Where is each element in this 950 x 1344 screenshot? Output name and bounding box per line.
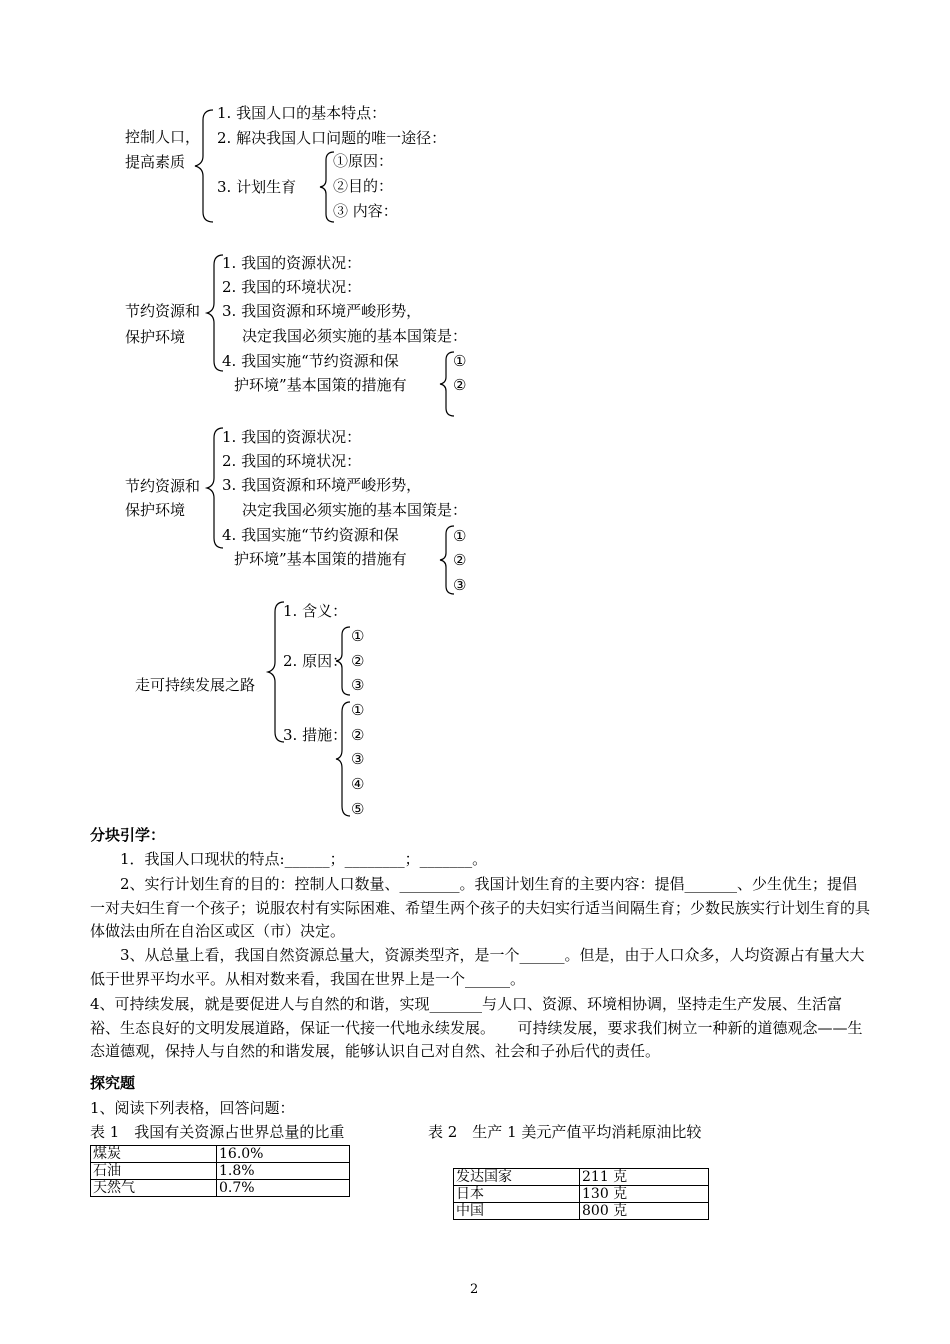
table-cell: 130 克 xyxy=(580,1186,709,1203)
outline2-item-4: 4. 我国实施“节约资源和保 xyxy=(222,352,399,370)
outline4-reason-2: ② xyxy=(351,652,365,670)
outline4-measure-2: ② xyxy=(351,726,365,744)
table-cell: 800 克 xyxy=(580,1203,709,1220)
outline2-root-line1: 节约资源和 xyxy=(125,302,201,320)
outline2-item-4b: 护环境”基本国策的措施有 xyxy=(234,376,407,394)
outline1-item-3: 3. 计划生育 xyxy=(217,178,297,196)
outline2-item-3b: 决定我国必须实施的基本国策是： xyxy=(242,327,468,345)
outline4-measure-4: ④ xyxy=(351,775,365,793)
outline2-item-1: 1. 我国的资源状况： xyxy=(222,254,362,272)
outline3-item-4b: 护环境”基本国策的措施有 xyxy=(234,550,407,568)
outline3-item-4: 4. 我国实施“节约资源和保 xyxy=(222,526,399,544)
outline3-sub-3: ③ xyxy=(453,576,467,594)
outline4-item-1: 1. 含义： xyxy=(283,602,348,620)
table2-caption: 表 2 生产 1 美元产值平均消耗原油比较 xyxy=(428,1123,702,1141)
section-guide-heading: 分块引学： xyxy=(90,826,166,844)
outline3-item-2: 2. 我国的环境状况： xyxy=(222,452,362,470)
table-cell: 中国 xyxy=(454,1203,580,1220)
outline3-item-1: 1. 我国的资源状况： xyxy=(222,428,362,446)
table-row xyxy=(91,1146,350,1163)
outline1-item-2: 2. 解决我国人口问题的唯一途径： xyxy=(217,129,447,147)
outline3-sub-2: ② xyxy=(453,551,467,569)
guide-paragraph-4: 4、可持续发展，就是要促进人与自然的和谐，实现_______与人口、资源、环境相协调，坚持走生产发展、生活富裕、生态良好的文明发展道路，保证一代接一代地永续发展。 可持续发展，要求我们树立一种新的道德观念——生态道德观，保持人与自然的和谐发展，能够认识自己对自然、社会和子孙后代的责任。 xyxy=(90,995,863,1060)
table-cell: 天然气 xyxy=(91,1180,217,1197)
outline2-sub-2: ② xyxy=(453,376,467,394)
table-row xyxy=(454,1169,709,1186)
outline1-sub-2: ②目的： xyxy=(333,177,394,195)
table-cell: 16.0% xyxy=(217,1146,350,1163)
question-1: 1、阅读下列表格，回答问题： xyxy=(90,1099,295,1117)
table-cell: 日本 xyxy=(454,1186,580,1203)
table1-caption: 表 1 我国有关资源占世界总量的比重 xyxy=(90,1123,345,1141)
outline4-item-3: 3. 措施： xyxy=(283,726,348,744)
table-row xyxy=(454,1203,709,1220)
outline4-brace xyxy=(266,600,286,744)
guide-paragraph-3: 3、从总量上看，我国自然资源总量大，资源类型齐，是一个______。但是，由于人口众多，人均资源占有量大大低于世界平均水平。从相对数来看，我国在世界上是一个______。 xyxy=(90,946,865,988)
outline2-root-line2: 保护环境 xyxy=(125,328,186,346)
table-cell: 211 克 xyxy=(580,1169,709,1186)
table-cell: 煤炭 xyxy=(91,1146,217,1163)
outline1-root-line1: 控制人口， xyxy=(125,128,201,146)
outline2-item-2: 2. 我国的环境状况： xyxy=(222,278,362,296)
outline3-item-3b: 决定我国必须实施的基本国策是： xyxy=(242,501,468,519)
table-row xyxy=(91,1163,350,1180)
table2 xyxy=(453,1168,709,1220)
outline3-item-3: 3. 我国资源和环境严峻形势， xyxy=(222,476,422,494)
outline1-sub-3: ③ 内容： xyxy=(333,202,398,220)
table1 xyxy=(90,1145,350,1197)
outline4-reason-3: ③ xyxy=(351,676,365,694)
guide-paragraph-1: 1．我国人口现状的特点:______；________；_______。 xyxy=(120,850,488,868)
table-row xyxy=(454,1186,709,1203)
table-row xyxy=(91,1180,350,1197)
outline1-root-line2: 提高素质 xyxy=(125,153,186,171)
outline1-item-1: 1. 我国人口的基本特点： xyxy=(217,104,387,122)
table-cell: 0.7% xyxy=(217,1180,350,1197)
outline3-root-line2: 保护环境 xyxy=(125,501,186,519)
outline4-measure-5: ⑤ xyxy=(351,800,365,818)
outline4-reasons-brace xyxy=(334,625,352,697)
outline4-measures-brace xyxy=(334,700,352,818)
page-number: 2 xyxy=(470,1282,479,1297)
guide-paragraph-2: 2、实行计划生育的目的：控制人口数量、________。我国计划生育的主要内容：提倡_______、少生优生；提倡一对夫妇生育一个孩子；说服农村有实际困难、希望生两个孩子的夫妇实行适当间隔生育；少数民族实行计划生育的具体做法由所在自治区或区（市）决定。 xyxy=(90,875,871,940)
outline4-item-2: 2. 原因： xyxy=(283,652,348,670)
outline4-measure-1: ① xyxy=(351,701,365,719)
table-cell: 发达国家 xyxy=(454,1169,580,1186)
table-cell: 1.8% xyxy=(217,1163,350,1180)
outline3-root-line1: 节约资源和 xyxy=(125,477,201,495)
outline2-item-3: 3. 我国资源和环境严峻形势， xyxy=(222,302,422,320)
table-cell: 石油 xyxy=(91,1163,217,1180)
outline4-reason-1: ① xyxy=(351,627,365,645)
outline1-brace xyxy=(193,108,215,224)
section-explore-heading: 探究题 xyxy=(90,1074,136,1092)
outline4-measure-3: ③ xyxy=(351,750,365,768)
outline2-sub-1: ① xyxy=(453,352,467,370)
outline1-sub-1: ①原因： xyxy=(333,152,394,170)
outline4-root: 走可持续发展之路 xyxy=(135,676,256,694)
outline3-sub-1: ① xyxy=(453,527,467,545)
